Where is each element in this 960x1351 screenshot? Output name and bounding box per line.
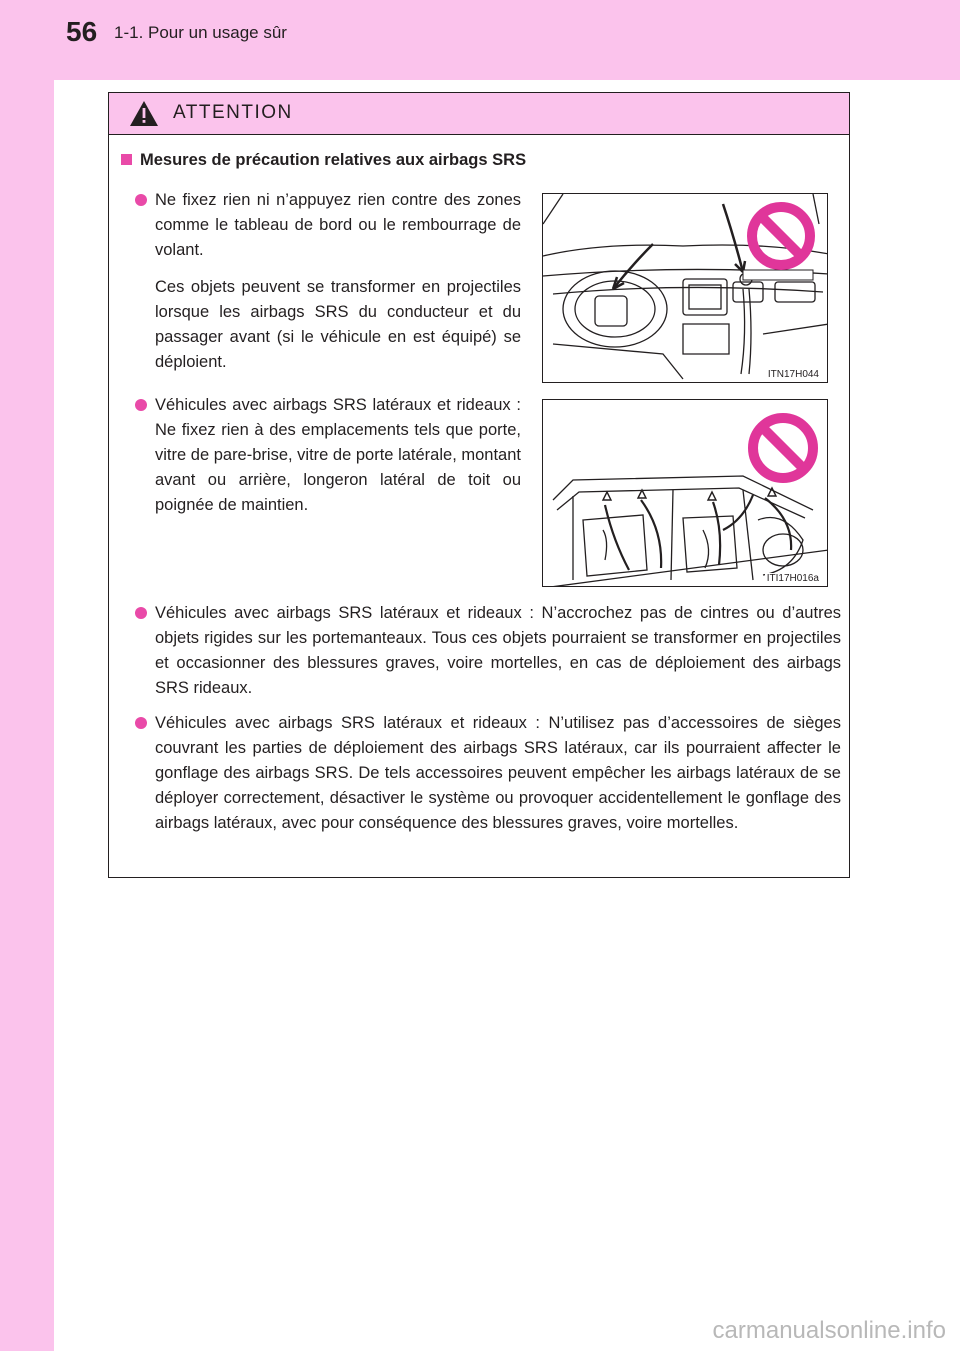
- bullet-text: Véhicules avec airbags SRS latéraux et rideaux : N’accrochez pas de cintres ou d’autres objets rigides sur les portemanteaux. Tous ces objets pourraient se transformer en projectiles et occasionner des blessures graves, voire mortelles, en cas de déploiement des airbags SRS rideaux.: [155, 604, 841, 697]
- watermark: carmanualsonline.info: [712, 1317, 946, 1344]
- section-title: 1-1. Pour un usage sûr: [114, 23, 287, 42]
- caution-box: [108, 92, 850, 878]
- bullet-text: Ne fixez rien ni n’appuyez rien contre des zones comme le tableau de bord ou le rembourrage de volant.: [155, 191, 521, 259]
- side-tab: [0, 0, 54, 1351]
- warning-icon: [129, 100, 159, 127]
- caution-title: ATTENTION: [173, 102, 293, 123]
- bullet-dot-icon: [135, 717, 147, 729]
- bullet-item: [155, 188, 521, 263]
- interior-illustration: [542, 399, 828, 587]
- bullet-note: Ces objets peuvent se transformer en projectiles lorsque les airbags SRS du conducteur et du passager avant (si le véhicule en est équipé) se déploient.: [155, 278, 521, 371]
- bullet-item: [155, 393, 521, 518]
- dashboard-illustration: [542, 193, 828, 383]
- subheading: [121, 151, 526, 170]
- square-bullet-icon: [121, 154, 132, 165]
- dashboard-drawing: [543, 194, 828, 383]
- bullet-dot-icon: [135, 607, 147, 619]
- interior-drawing: [543, 400, 828, 587]
- bullet-text: Véhicules avec airbags SRS latéraux et rideaux : Ne fixez rien à des emplacements tels que porte, vitre de pare-brise, vitre de porte latérale, montant avant ou arrière, longeron latéral de toit ou poignée de maintien.: [155, 396, 521, 514]
- bullet-item: [155, 711, 841, 836]
- bullet-dot-icon: [135, 194, 147, 206]
- caution-header: [109, 93, 849, 135]
- bullet-item: [155, 601, 841, 701]
- subheading-text: Mesures de précaution relatives aux airbags SRS: [140, 151, 527, 169]
- bullet-text: Véhicules avec airbags SRS latéraux et rideaux : N’utilisez pas d’accessoires de sièges couvrant les parties de déploiement des airbags SRS latéraux, car ils pourraient affecter le gonflage des airbags SRS. De tels accessoires peuvent empêcher les airbags latéraux de se déployer correctement, désactiver le système ou provoquer accidentellement le gonflage des airbags latéraux, avec pour conséquence des blessures graves, voire mortelles.: [155, 714, 841, 832]
- illustration-code: ITI17H016a: [766, 573, 819, 584]
- bullet-dot-icon: [135, 399, 147, 411]
- page-number: 56: [66, 16, 98, 47]
- illustration-code: ITN17H044: [767, 369, 819, 380]
